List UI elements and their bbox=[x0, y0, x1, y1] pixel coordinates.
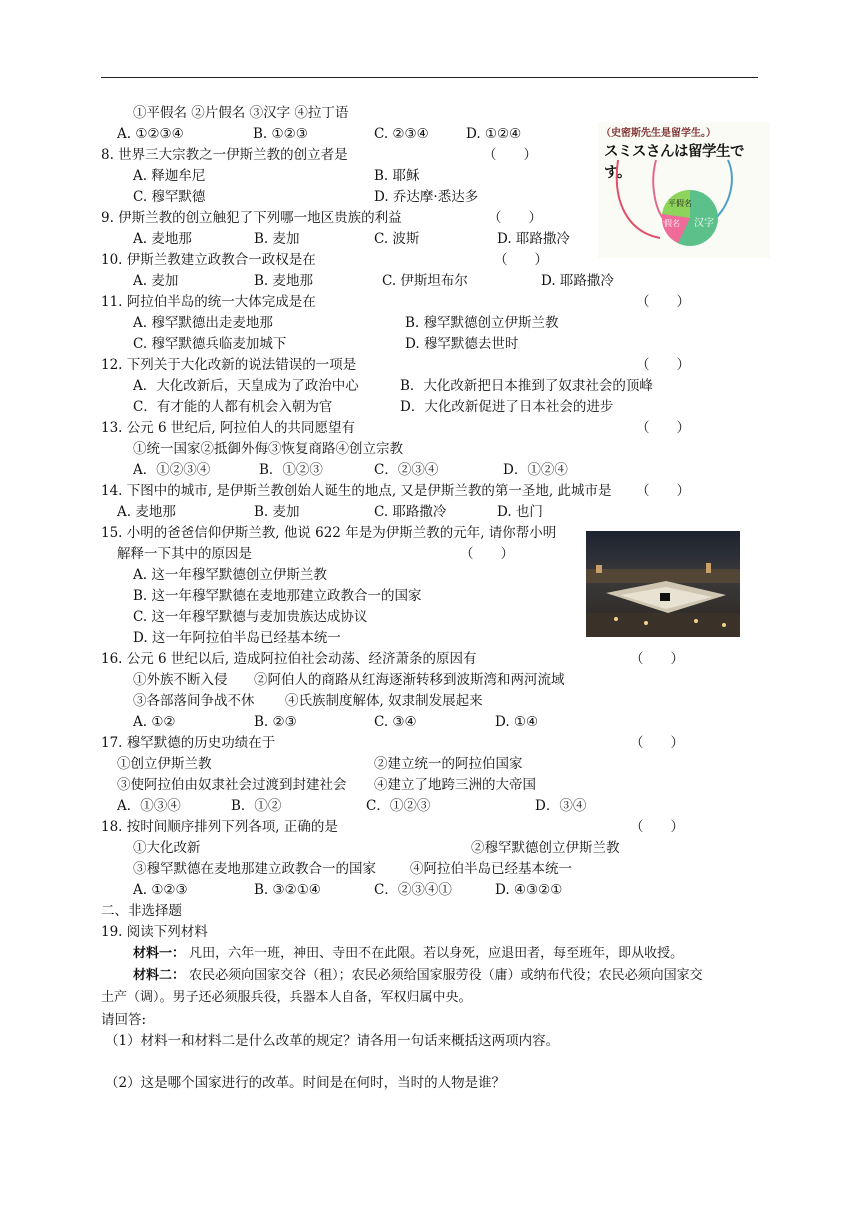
q13-option-c: C．②③④ bbox=[374, 462, 439, 478]
q11-option-a: A. 穆罕默德出走麦地那 bbox=[133, 315, 273, 331]
q18-item-4: ④阿拉伯半岛已经基本统一 bbox=[410, 861, 572, 877]
q16-item-4: ④氏族制度解体, 奴隶制发展起来 bbox=[285, 693, 483, 709]
q17-option-b: B．①② bbox=[231, 798, 282, 814]
q18-item-1: ①大化改新 bbox=[133, 840, 201, 856]
q9-option-c: C. 波斯 bbox=[374, 231, 420, 247]
q16-stem: 16. 公元 6 世纪以后, 造成阿拉伯社会动荡、经济萧条的原因有 bbox=[101, 651, 477, 667]
q11-option-c: C. 穆罕默德兵临麦加城下 bbox=[133, 336, 287, 352]
q18-item-3: ③穆罕默德在麦地那建立政教合一的国家 bbox=[133, 861, 376, 877]
q18-stem: 18. 按时间顺序排列下列各项, 正确的是 bbox=[101, 819, 338, 835]
q10-option-c: C. 伊斯坦布尔 bbox=[382, 273, 468, 289]
q9-paren: （ ） bbox=[488, 210, 542, 226]
q17-option-a: A．①③④ bbox=[117, 798, 181, 814]
q17-paren: （ ） bbox=[630, 735, 684, 751]
q16-item-1: ①外族不断入侵 bbox=[133, 672, 228, 688]
q11-stem: 11. 阿拉伯半岛的统一大体完成是在 bbox=[101, 294, 316, 310]
q19-subquestion-2: （2）这是哪个国家进行的改革。时间是在何时，当时的人物是谁？ bbox=[105, 1075, 506, 1091]
q8-paren: （ ） bbox=[483, 147, 537, 163]
q14-option-b: B. 麦加 bbox=[254, 504, 300, 520]
q17-item-4: ④建立了地跨三洲的大帝国 bbox=[374, 777, 536, 793]
q9-option-d: D. 耶路撒冷 bbox=[497, 231, 570, 247]
q19-stem: 19. 阅读下列材料 bbox=[101, 924, 208, 940]
q10-option-b: B. 麦地那 bbox=[254, 273, 314, 289]
q8-option-d: D. 乔达摩·悉达多 bbox=[374, 189, 479, 205]
q15-stem-line2: 解释一下其中的原因是 bbox=[117, 546, 252, 562]
q16-item-3: ③各部落间争战不休 bbox=[133, 693, 255, 709]
material-1-label: 材料一： bbox=[133, 946, 186, 961]
q17-item-2: ②建立统一的阿拉伯国家 bbox=[374, 756, 523, 772]
q18-option-b: B. ③②①④ bbox=[254, 882, 321, 898]
q13-option-d: D．①②④ bbox=[503, 462, 568, 478]
pie-label-hiragana: 平假名 bbox=[668, 199, 692, 208]
q8-stem: 8. 世界三大宗教之一伊斯兰教的创立者是 bbox=[101, 147, 348, 163]
q8-option-a: A. 释迦牟尼 bbox=[133, 168, 206, 184]
q17-item-1: ①创立伊斯兰教 bbox=[117, 756, 212, 772]
q14-option-d: D. 也门 bbox=[497, 504, 543, 520]
q12-option-c: C．有才能的人都有机会入朝为官 bbox=[133, 399, 333, 415]
q12-paren: （ ） bbox=[636, 357, 690, 373]
q14-stem: 14. 下图中的城市, 是伊斯兰教创始人诞生的地点, 又是伊斯兰教的第一圣地, 此城市是 bbox=[101, 483, 612, 499]
q11-paren: （ ） bbox=[636, 294, 690, 310]
q17-option-d: D．③④ bbox=[535, 798, 587, 814]
material-2-text-line2: 土产（调）。男子还必须服兵役，兵器本人自备，军权归属中央。 bbox=[101, 990, 472, 1005]
q11-option-b: B. 穆罕默德创立伊斯兰教 bbox=[405, 315, 559, 331]
q12-stem: 12. 下列关于大化改新的说法错误的一项是 bbox=[101, 357, 357, 373]
material-1-text: 凡田，六年一班，神田、寺田不在此限。若以身死，应退田者，每至班年，即从收授。 bbox=[189, 946, 684, 961]
pie-diagram bbox=[598, 122, 770, 258]
q16-item-2: ②阿伯人的商路从红海逐渐转移到波斯湾和两河流域 bbox=[254, 672, 565, 688]
q10-paren: （ ） bbox=[494, 252, 548, 268]
figure-sentence: スミスさんは留学生です。 bbox=[604, 144, 744, 181]
q14-paren: （ ） bbox=[636, 483, 690, 499]
q16-paren: （ ） bbox=[630, 651, 684, 667]
figure-caption: （史密斯先生是留学生。） bbox=[601, 128, 716, 139]
material-2-label: 材料二： bbox=[133, 968, 186, 983]
q14-option-c: C. 耶路撒冷 bbox=[374, 504, 447, 520]
q7-option-a: A. ①②③④ bbox=[117, 126, 184, 142]
q16-option-a: A. ①② bbox=[133, 714, 176, 730]
q8-option-c: C. 穆罕默德 bbox=[133, 189, 206, 205]
q16-option-b: B. ②③ bbox=[254, 714, 297, 730]
q7-option-c: C. ②③④ bbox=[374, 126, 429, 142]
q18-paren: （ ） bbox=[630, 819, 684, 835]
q7-option-b: B. ①②③ bbox=[253, 126, 308, 142]
q7-items: ①平假名 ②片假名 ③汉字 ④拉丁语 bbox=[133, 105, 349, 121]
q19-material-2 bbox=[133, 967, 703, 985]
q9-option-b: B. 麦加 bbox=[254, 231, 300, 247]
section-heading: 二、非选择题 bbox=[101, 903, 182, 919]
japanese-script-figure bbox=[598, 122, 770, 258]
q15-option-b: B. 这一年穆罕默德在麦地那建立政教合一的国家 bbox=[133, 588, 422, 604]
q8-option-b: B. 耶稣 bbox=[374, 168, 420, 184]
q18-option-c: C．②③④① bbox=[374, 882, 452, 898]
mecca-night-scene bbox=[586, 531, 740, 637]
q15-option-a: A. 这一年穆罕默德创立伊斯兰教 bbox=[133, 567, 327, 583]
q16-option-c: C. ③④ bbox=[374, 714, 417, 730]
q11-option-d: D. 穆罕默德去世时 bbox=[405, 336, 519, 352]
q13-items: ①统一国家②抵御外侮③恢复商路④创立宗教 bbox=[133, 441, 403, 457]
q13-paren: （ ） bbox=[636, 420, 690, 436]
q16-option-d: D. ①④ bbox=[495, 714, 539, 730]
q17-item-3: ③使阿拉伯由奴隶社会过渡到封建社会 bbox=[117, 777, 347, 793]
q9-stem: 9. 伊斯兰教的创立触犯了下列哪一地区贵族的利益 bbox=[101, 210, 402, 226]
q18-option-a: A. ①②③ bbox=[133, 882, 188, 898]
q10-option-d: D. 耶路撒冷 bbox=[541, 273, 614, 289]
q19-material-1 bbox=[133, 945, 683, 963]
q15-stem-line1: 15. 小明的爸爸信仰伊斯兰教, 他说 622 年是为伊斯兰教的元年, 请你帮小明 bbox=[101, 525, 557, 541]
q17-stem: 17. 穆罕默德的历史功绩在于 bbox=[101, 735, 276, 751]
q7-option-d: D. ①②④ bbox=[466, 126, 522, 142]
q19-subquestion-1: （1）材料一和材料二是什么改革的规定？请各用一句话来概括这两项内容。 bbox=[105, 1033, 560, 1049]
q12-option-a: A．大化改新后，天皇成为了政治中心 bbox=[133, 378, 359, 394]
header-rule bbox=[101, 77, 758, 78]
q10-option-a: A. 麦加 bbox=[133, 273, 179, 289]
pie-label-kanji: 汉字 bbox=[694, 218, 714, 229]
q15-option-c: C. 这一年穆罕默德与麦加贵族达成协议 bbox=[133, 609, 368, 625]
q18-option-d: D. ④③②① bbox=[495, 882, 563, 898]
q12-option-d: D．大化改新促进了日本社会的进步 bbox=[400, 399, 614, 415]
q9-option-a: A. 麦地那 bbox=[133, 231, 192, 247]
q14-option-a: A. 麦地那 bbox=[117, 504, 176, 520]
pie-label-katakana: 片假名 bbox=[656, 219, 680, 228]
q19-ask: 请回答: bbox=[101, 1012, 147, 1028]
q13-option-a: A．①②③④ bbox=[133, 462, 211, 478]
mecca-photo bbox=[586, 531, 740, 637]
q15-paren: （ ） bbox=[460, 546, 514, 562]
q13-option-b: B．①②③ bbox=[259, 462, 323, 478]
q12-option-b: B．大化改新把日本推到了奴隶社会的顶峰 bbox=[400, 378, 653, 394]
q10-stem: 10. 伊斯兰教建立政教合一政权是在 bbox=[101, 252, 316, 268]
q17-option-c: C．①②③ bbox=[366, 798, 431, 814]
q15-option-d: D. 这一年阿拉伯半岛已经基本统一 bbox=[133, 630, 341, 646]
material-2-text-line1: 农民必须向国家交谷（租）；农民必须给国家服劳役（庸）或纳布代役；农民必须向国家交 bbox=[189, 968, 703, 983]
q13-stem: 13. 公元 6 世纪后, 阿拉伯人的共同愿望有 bbox=[101, 420, 356, 436]
q18-item-2: ②穆罕默德创立伊斯兰教 bbox=[471, 840, 620, 856]
